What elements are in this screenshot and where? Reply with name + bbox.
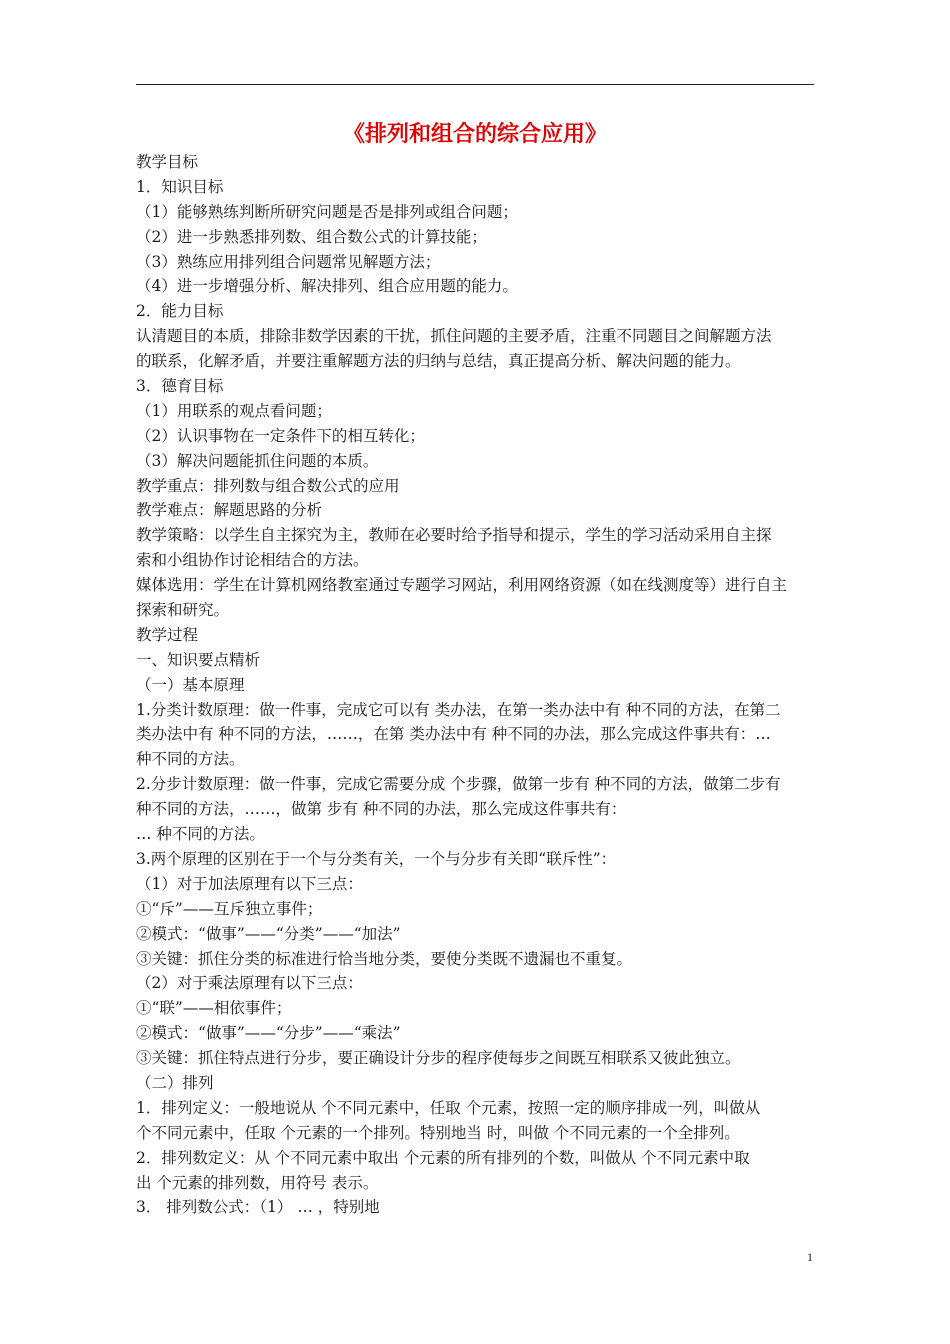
text-line: ②模式：“做事”——“分类”——“加法”: [136, 924, 401, 943]
text-line: 2．能力目标: [136, 302, 224, 321]
text-line: （2）认识事物在一定条件下的相互转化；: [136, 426, 425, 445]
text-line: ②模式：“做事”——“分步”——“乘法”: [136, 1024, 401, 1043]
text-line: （3）熟练应用排列组合问题常见解题方法；: [136, 252, 441, 271]
text-line: （2）对于乘法原理有以下三点：: [136, 974, 363, 993]
header-rule: [136, 84, 814, 85]
text-line: 媒体选用：学生在计算机网络教室通过专题学习网站，利用网络资源（如在线测度等）进行自主: [136, 576, 788, 595]
text-line: 索和小组协作讨论相结合的方法。: [136, 551, 369, 570]
document-body: [136, 150, 816, 1220]
text-line: ③关键：抓住分类的标准进行恰当地分类，要使分类既不遗漏也不重复。: [136, 949, 633, 968]
text-line: 教学策略：以学生自主探究为主，教师在必要时给予指导和提示，学生的学习活动采用自主探: [136, 526, 772, 545]
text-line: 探索和研究。: [136, 601, 230, 620]
text-line: 认清题目的本质，排除非数学因素的干扰，抓住问题的主要矛盾，注重不同题目之间解题方法: [136, 327, 772, 346]
text-line: （2）进一步熟悉排列数、组合数公式的计算技能；: [136, 227, 487, 246]
text-line: … 种不同的方法。: [136, 825, 265, 844]
text-line: （1）能够熟练判断所研究问题是否是排列或组合问题；: [136, 202, 518, 221]
text-line: 教学目标: [136, 153, 199, 171]
text-line: ③关键：抓住特点进行分步，要正确设计分步的程序使每步之间既互相联系又彼此独立。: [136, 1049, 741, 1068]
text-line: ①“联”——相依事件；: [136, 999, 292, 1018]
text-line: （4）进一步增强分析、解决排列、组合应用题的能力。: [136, 277, 518, 296]
text-line: 的联系，化解矛盾，并要注重解题方法的归纳与总结，真正提高分析、解决问题的能力。: [136, 352, 741, 371]
text-line: （1）对于加法原理有以下三点：: [136, 874, 363, 893]
text-line: 1．排列定义：一般地说从 个不同元素中，任取 个元素，按照一定的顺序排成一列，叫做从: [136, 1098, 761, 1117]
text-line: （3）解决问题能抓住问题的本质。: [136, 451, 379, 470]
text-line: 2.分步计数原理：做一件事，完成它需要分成 个步骤，做第一步有 种不同的方法，做第二步有: [136, 775, 781, 794]
text-line: 1.分类计数原理：做一件事，完成它可以有 类办法，在第一类办法中有 种不同的方法，在第二: [136, 700, 781, 719]
text-line: 个不同元素中，任取 个元素的一个排列。特别地当 时，叫做 个不同元素的一个全排列。: [136, 1123, 740, 1142]
text-line: 教学难点：解题思路的分析: [136, 501, 323, 520]
text-line: （1）用联系的观点看问题；: [136, 401, 332, 420]
text-line: ①“斥”——互斥独立事件；: [136, 899, 323, 918]
text-line: 1．知识目标: [136, 177, 224, 196]
text-line: 一、知识要点精析: [136, 650, 261, 669]
text-line: 教学重点：排列数与组合数公式的应用: [136, 476, 400, 495]
text-line: 3．德育目标: [136, 377, 224, 396]
text-line: （二）排列: [136, 1073, 214, 1092]
text-line: 3． 排列数公式：（1） … ，特别地: [136, 1198, 380, 1217]
text-line: 种不同的方法。: [136, 750, 245, 769]
text-line: 3.两个原理的区别在于一个与分类有关，一个与分步有关即“联斥性”：: [136, 849, 617, 868]
page-number: 1: [807, 1250, 813, 1264]
text-line: 教学过程: [136, 625, 199, 644]
text-line: 2．排列数定义：从 个不同元素中取出 个元素的所有排列的个数，叫做从 个不同元素中取: [136, 1148, 750, 1167]
text-line: （一）基本原理: [136, 675, 245, 694]
text-line: 出 个元素的排列数，用符号 表示。: [136, 1173, 379, 1192]
document-title: 《排列和组合的综合应用》: [342, 122, 607, 147]
text-line: 类办法中有 种不同的方法，……，在第 类办法中有 种不同的办法，那么完成这件事共有：…: [136, 725, 771, 744]
text-line: 种不同的方法，……，做第 步有 种不同的办法，那么完成这件事共有：: [136, 800, 627, 819]
